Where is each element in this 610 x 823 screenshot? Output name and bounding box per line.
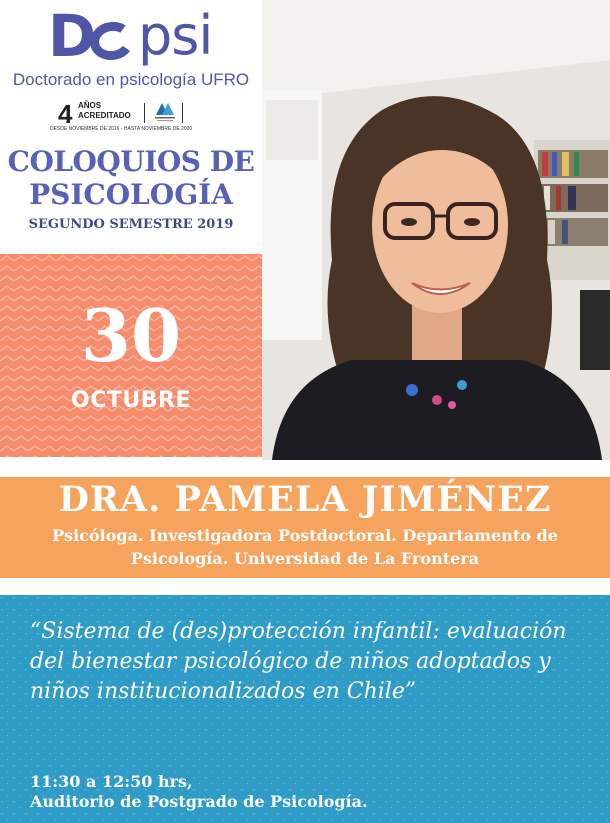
event-title-line2: PSICOLOGÍA — [29, 178, 233, 211]
talk-title: “Sistema de (des)protección infantil: evaluación del bienestar psicológico de niños adoptados y niños institucionalizados en Chile” — [30, 619, 567, 704]
speaker-role: Psicóloga. Investigadora Postdoctoral. Departamento de Psicología. Universidad de La Frontera — [52, 526, 558, 568]
event-title-line1: COLOQUIOS DE — [7, 145, 255, 178]
accreditation-years: 4 — [58, 99, 73, 129]
logo-ring-icon — [87, 18, 137, 63]
event-month: OCTUBRE — [71, 388, 191, 413]
accreditation-divider — [182, 103, 183, 123]
accreditation-period: DESDE NOVIEMBRE DE 2016 - HASTA NOVIEMBRE DE 2020 — [50, 126, 193, 132]
talk-place: Auditorio de Postgrado de Psicología. — [30, 792, 368, 811]
logo-letter-d: D — [48, 2, 95, 70]
speaker-name: DRA. PAMELA JIMÉNEZ — [58, 479, 552, 520]
event-day: 30 — [80, 293, 182, 378]
accreditation-badge — [50, 99, 208, 139]
cna-chile-logo-icon — [150, 99, 180, 123]
accreditation-status: ACREDITADO — [78, 111, 131, 120]
speaker-photo — [262, 0, 610, 460]
program-logo — [0, 0, 262, 140]
docpsi-wordmark — [48, 2, 218, 70]
program-name: Doctorado en psicología UFRO — [12, 70, 250, 89]
event-semester: SEGUNDO SEMESTRE 2019 — [28, 217, 234, 232]
date-block — [0, 254, 262, 457]
accreditation-years-label: AÑOS — [78, 101, 102, 110]
talk-time: 11:30 a 12:50 hrs, — [30, 772, 193, 791]
accreditation-divider — [144, 103, 145, 123]
speaker-portrait-icon — [262, 0, 610, 460]
logo-letters-psi: psi — [138, 4, 213, 67]
